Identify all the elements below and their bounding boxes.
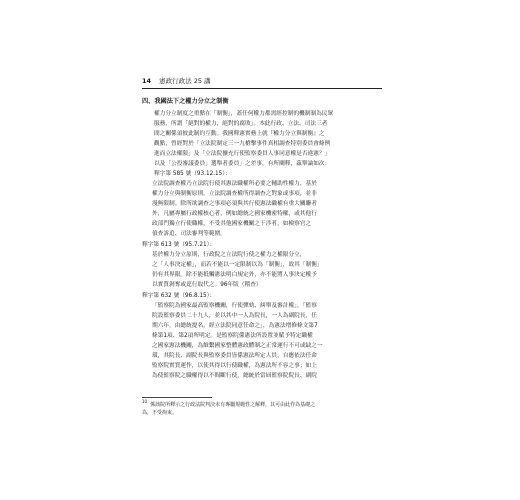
footnote-text: 係該院所釋示之行政法院判決未有專屬規範性之解釋，其可由此作為基礎之 (150, 402, 316, 408)
text-line: 偵查訴追、司法審判等範圍。 (152, 231, 226, 237)
case-heading: 釋字第 585 號（93.12.15）： (154, 171, 231, 177)
text-line: 基於權力分立原則，行政院之立法院行使之權力之權限分立， (152, 252, 306, 258)
text-line: 外，凡屬專屬行政權核心者，例如總統之國家機密特權，或其他行 (152, 211, 317, 217)
text-line: 政部門獨立行使職權，不受其他國家機關之干涉者，如檢察官之 (152, 221, 312, 227)
text-line: 進而立法權限」及「立法院擴充行使監察委員人事同意權是否違憲？」 (154, 151, 331, 157)
text-line: 之「人事決定權」，而若不能以一定限制以為「制衡」，故其「制衡」 (152, 262, 323, 268)
text-line: 之國家憲法機關，為維繫國家整體憲政體制之正常運行不可或缺之一 (152, 343, 323, 349)
footnote (142, 401, 382, 417)
case-heading: 釋字第 613 號（95.7.21）： (142, 242, 216, 248)
running-header (142, 75, 382, 87)
text-line: 「監察院為國家最高監察機關，行使彈劾、糾舉及審計權」，「監察 (152, 303, 317, 309)
footnote-mark: 10 (142, 399, 148, 405)
case-quote (142, 179, 382, 239)
text-line: 觀點，曾經對於「立法院制定三一九槍擊事件真相調查特別委員會條例 (154, 141, 331, 147)
text-line: 為使監察院之職權得以不間斷行使，總統於當屆監察院院長、副院 (152, 373, 317, 379)
text-line: 以實質剝奪或逕行取代之。96年版（稽查） (152, 282, 262, 288)
text-line: 條第1項、第2項所明定。是監察院係憲法所設置並賦予特定職權 (152, 333, 313, 339)
header-rule (142, 88, 382, 89)
footnote-line: 為，不受拘束。 (142, 410, 178, 416)
case-quote (142, 250, 382, 290)
text-line: 環，其院長、副院長與監察委員皆係憲法所定人員，自應依法任命 (152, 353, 317, 359)
text-line: 監察院實質運作，以使其得以行使職權，為憲法所不容之事；如上 (152, 363, 317, 369)
intro-paragraph (142, 109, 382, 179)
text-line: 院設監察委員二十九人，並以其中一人為院長，一人為副院長，任 (152, 313, 317, 319)
text-line: 間之關係須彼此制約互動。我國釋憲實務上就『權力分立與制衡』之 (154, 131, 325, 137)
case-quote (142, 301, 382, 381)
text-line: 以及「公投審議委員」選舉者委員」之差事，有所闡釋，茲舉論如次： (154, 161, 331, 167)
text-line: 服務，所謂「絕對的權力，絕對的腐敗」。本此行政、立法、司法三者 (154, 121, 328, 127)
text-line: 立法院調查權乃立法院行使其憲法職權所必要之輔助性權力，基於 (152, 181, 317, 187)
text-line: 漫無限制。除所欲調查之事項必須與其行使憲法職權有重大關聯者 (152, 201, 317, 207)
footnote-line (142, 401, 382, 409)
footnote-rule (142, 397, 212, 398)
text-line: 期六年，由總統提名，經立法院同意任命之」，為憲法增修條文第7 (152, 323, 318, 329)
section-title: 四、我國法下之權力分立之制衡 (142, 98, 229, 105)
text-line: 權力分立制度之重點在「制衡」，蓋任何權力都需經控制的機制制為民眾 (154, 111, 334, 117)
page-number: 14 (142, 77, 152, 85)
text-line: 權力分立與制衡原則，立法院調查權所得調查之對象或事項，並非 (152, 191, 317, 197)
book-title: 憲政行政法 25 講 (159, 77, 211, 85)
main-text (142, 95, 382, 381)
case-heading: 釋字第 632 號（96.8.15）： (142, 293, 216, 299)
text-line: 仍有其界限。除不能抵觸憲法明白規定外，亦不能將人事決定權予 (152, 272, 317, 278)
